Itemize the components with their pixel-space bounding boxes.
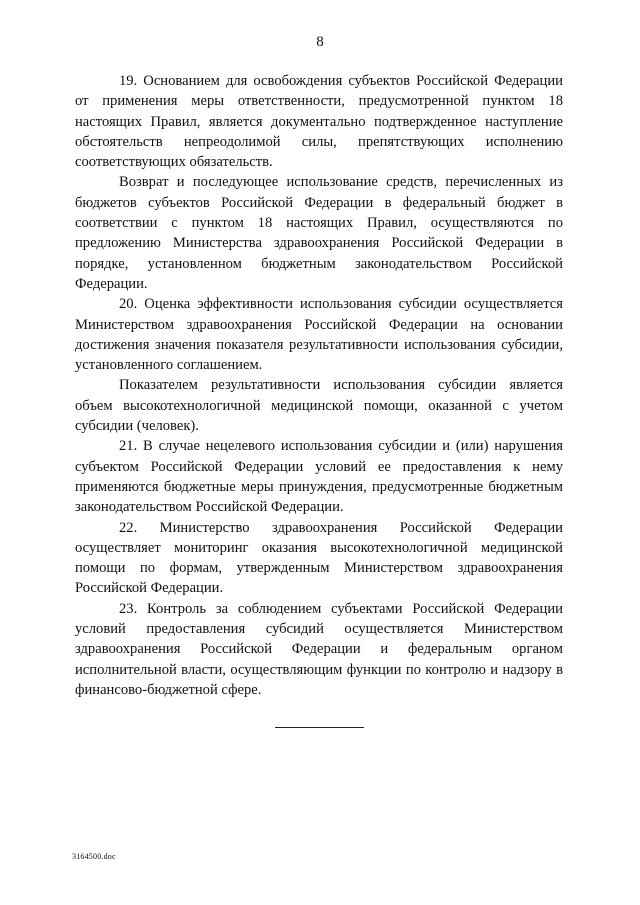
paragraph-refund: Возврат и последующее использование средств, перечисленных из бюджетов субъектов Российской Федерации в федеральный бюджет в соответствии с пунктом 18 настоящих Правил, осуществляются по предложению Министерства здравоохранения Российской Федерации в порядке, установленном бюджетным законодательством Российской Федерации. — [75, 174, 563, 292]
end-of-document-rule — [275, 727, 364, 728]
paragraph-performance-indicator: Показателем результативности использования субсидии является объем высокотехнологичной медицинской помощи, оказанной с учетом субсидии (человек). — [75, 377, 563, 435]
paragraph-22: 22. Министерство здравоохранения Российской Федерации осуществляет мониторинг оказания высокотехнологичной медицинской помощи по формам, утвержденным Министерством здравоохранения Российской Федерации. — [75, 519, 563, 597]
paragraph-21: 21. В случае нецелевого использования субсидии и (или) нарушения субъектом Российской Федерации условий ее предоставления к нему применяются бюджетные меры принуждения, предусмотренные бюджетным законодательством Российской Федерации. — [75, 438, 563, 516]
paragraph-19: 19. Основанием для освобождения субъектов Российской Федерации от применения меры ответственности, предусмотренной пунктом 18 настоящих Правил, является документально подтвержденное наступление обстоятельств непреодолимой силы, препятствующих исполнению соответствующих обязательств. — [75, 73, 563, 171]
paragraph-20: 20. Оценка эффективности использования субсидии осуществляется Министерством здравоохранения Российской Федерации на основании достижения значения показателя результативности использования субсидии, установленного соглашением. — [75, 296, 563, 374]
document-file-code: 3164500.doc — [72, 852, 116, 861]
paragraph-23: 23. Контроль за соблюдением субъектами Российской Федерации условий предоставления субсидий осуществляется Министерством здравоохранения Российской Федерации и федеральным органом исполнительной власти, осуществляющим функции по контролю и надзору в финансово-бюджетной сфере. — [75, 600, 563, 698]
document-body — [75, 71, 563, 700]
page-number: 8 — [316, 34, 324, 50]
